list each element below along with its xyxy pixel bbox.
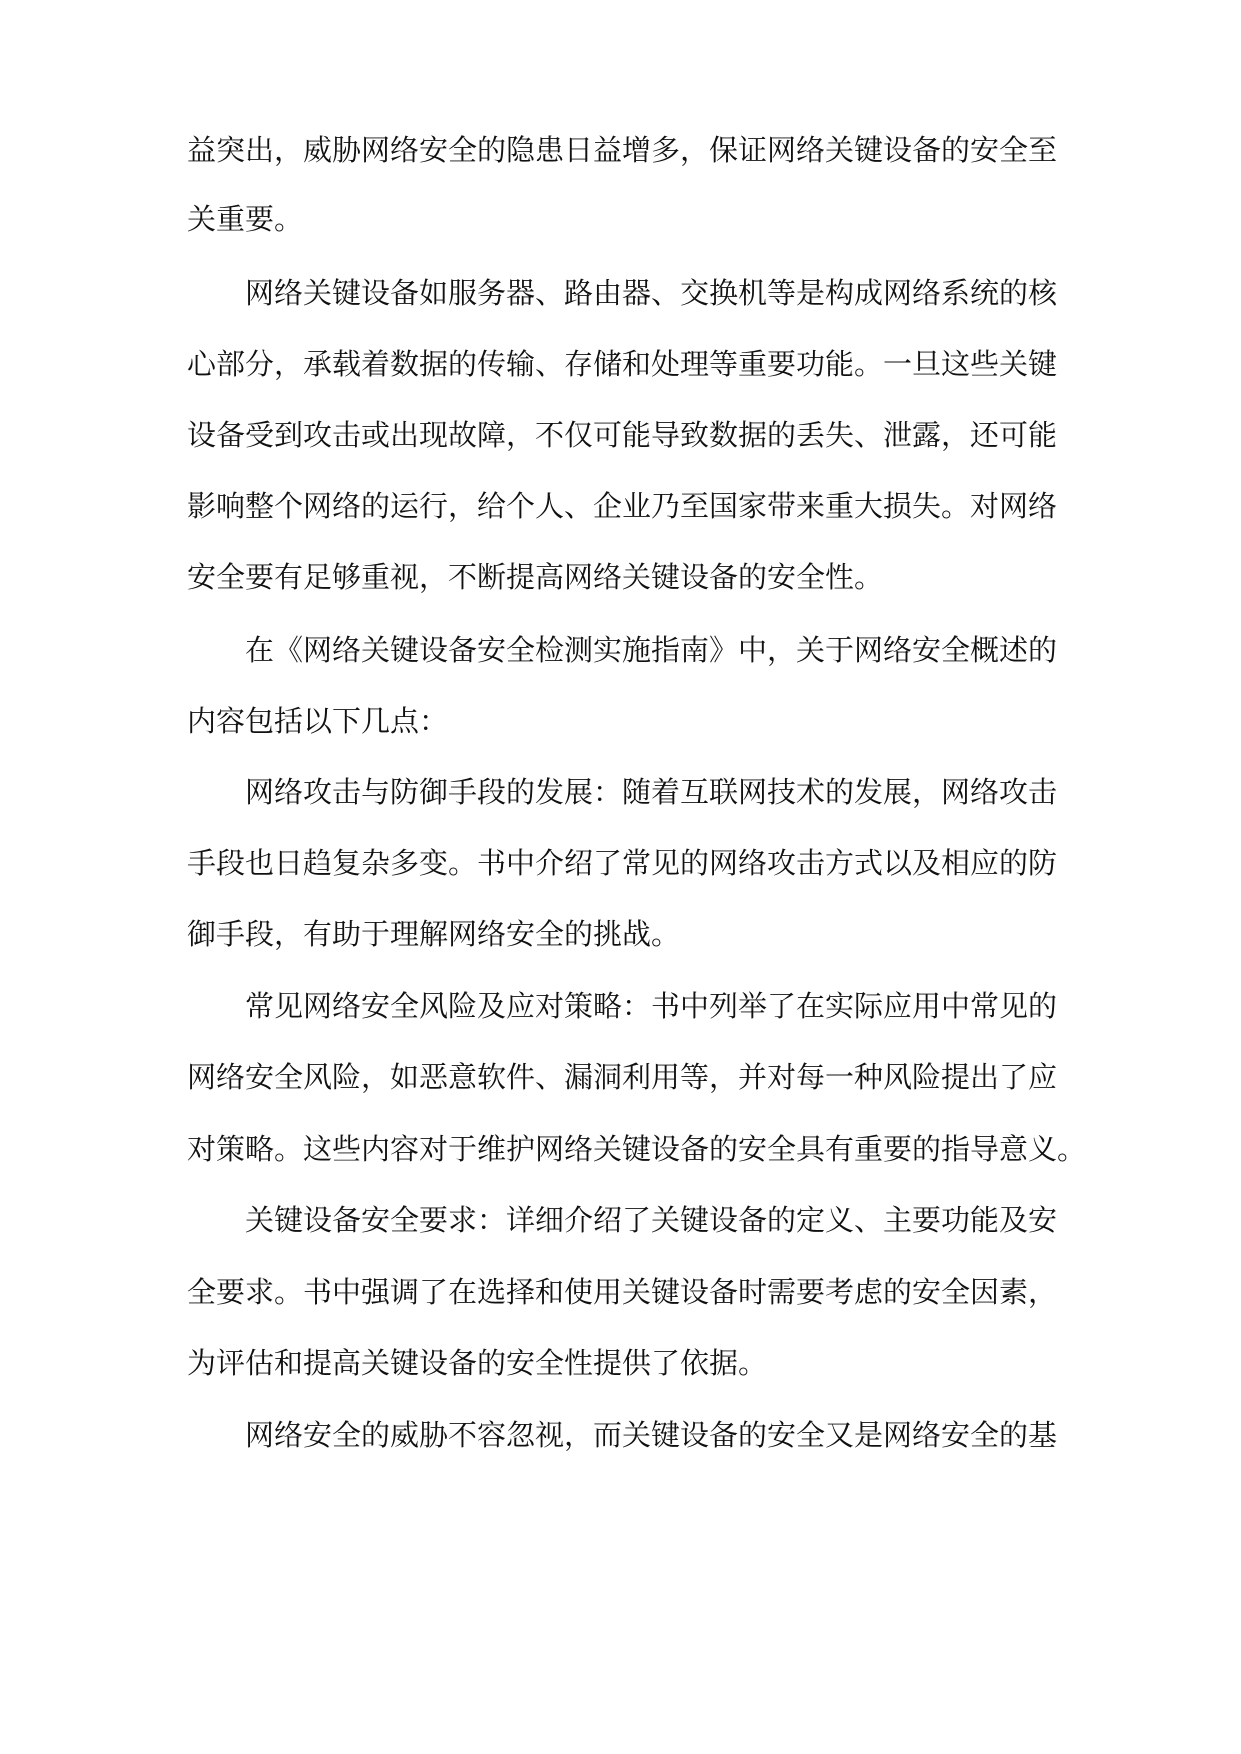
paragraph-first-line: 网络攻击与防御手段的发展：随着互联网技术的发展，网络攻击 [245, 775, 1058, 809]
paragraph-first-line: 关键设备安全要求：详细介绍了关键设备的定义、主要功能及安 [245, 1203, 1058, 1237]
paragraph-first-line: 常见网络安全风险及应对策略：书中列举了在实际应用中常见的 [245, 989, 1058, 1023]
text-line: 益突出，威胁网络安全的隐患日益增多，保证网络关键设备的安全至 [187, 133, 1058, 167]
text-line: 手段也日趋复杂多变。书中介绍了常见的网络攻击方式以及相应的防 [187, 846, 1058, 880]
paragraph-first-line: 网络安全的威胁不容忽视，而关键设备的安全又是网络安全的基 [245, 1418, 1058, 1452]
text-line: 网络安全风险，如恶意软件、漏洞利用等，并对每一种风险提出了应 [187, 1060, 1058, 1094]
paragraph-first-line: 在《网络关键设备安全检测实施指南》中，关于网络安全概述的 [245, 633, 1058, 667]
text-line: 设备受到攻击或出现故障，不仅可能导致数据的丢失、泄露，还可能 [187, 418, 1058, 452]
text-line: 为评估和提高关键设备的安全性提供了依据。 [187, 1346, 768, 1380]
text-line: 内容包括以下几点： [187, 704, 449, 738]
text-line: 影响整个网络的运行，给个人、企业乃至国家带来重大损失。对网络 [187, 489, 1058, 523]
paragraph-first-line: 网络关键设备如服务器、路由器、交换机等是构成网络系统的核 [245, 276, 1058, 310]
text-line: 全要求。书中强调了在选择和使用关键设备时需要考虑的安全因素， [187, 1275, 1058, 1309]
text-line: 关重要。 [187, 202, 304, 236]
text-line: 对策略。这些内容对于维护网络关键设备的安全具有重要的指导意义。 [187, 1132, 1087, 1166]
text-line: 心部分，承载着数据的传输、存储和处理等重要功能。一旦这些关键 [187, 347, 1058, 381]
text-line: 安全要有足够重视，不断提高网络关键设备的安全性。 [187, 560, 884, 594]
text-line: 御手段，有助于理解网络安全的挑战。 [187, 917, 681, 951]
